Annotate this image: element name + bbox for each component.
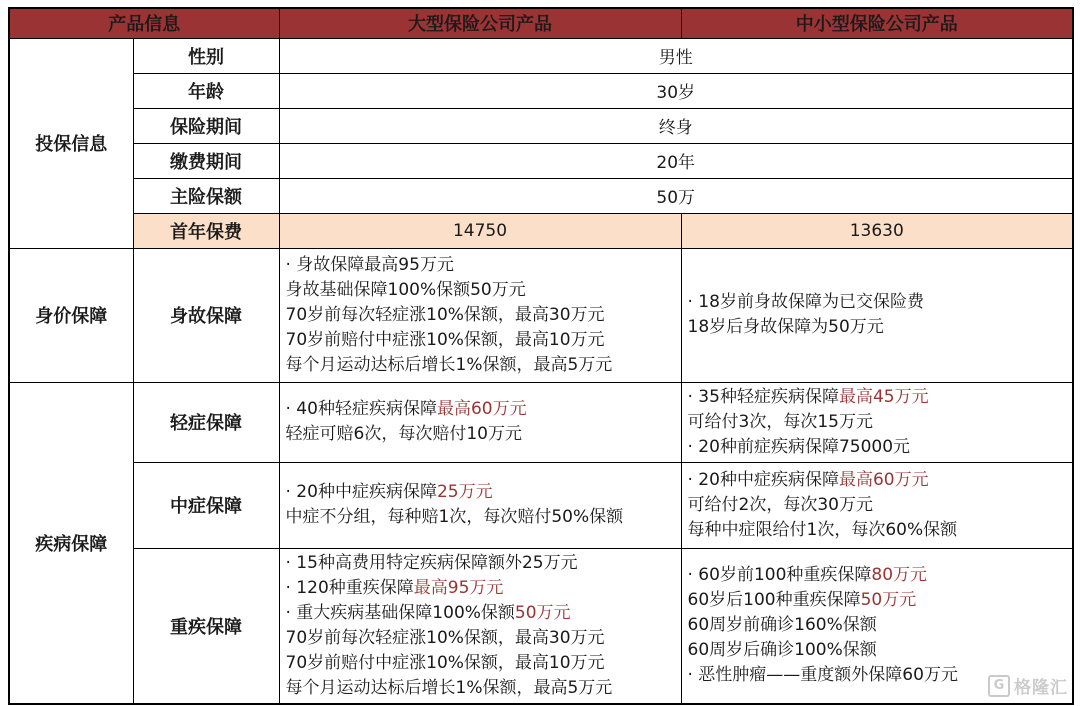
- gelonghui-logo-icon: G: [988, 675, 1010, 697]
- detail-line: 轻症可赔6次，每次赔付10万元: [285, 424, 522, 444]
- detail-line: · 18岁前身故保障为已交保险费: [687, 292, 924, 312]
- value-cell-small-company: 13630: [681, 213, 1073, 248]
- table-row: [9, 248, 1073, 382]
- value-cell-large-company: 14750: [279, 213, 681, 248]
- row-label-cell: 中症保障: [133, 462, 279, 548]
- detail-cell-small-company: [681, 462, 1073, 548]
- detail-line: · 120种重疾保障最高95万元: [285, 577, 504, 598]
- table-row: [9, 178, 1073, 213]
- detail-line: 60岁后100种重疾保障50万元: [687, 590, 917, 610]
- row-label-cell: 主险保额: [133, 178, 279, 213]
- detail-line: 身故基础保障100%保额50万元: [285, 279, 526, 300]
- merged-value-cell: 50万: [279, 178, 1073, 213]
- detail-line: 中症不分组，每种赔1次，每次赔付50%保额: [285, 507, 624, 527]
- table-row: [9, 108, 1073, 143]
- detail-cell-large-company: [279, 548, 681, 704]
- row-label-cell: 身故保障: [133, 248, 279, 382]
- detail-line: 可给付2次，每次30万元: [687, 494, 873, 515]
- table-row: [9, 548, 1073, 704]
- detail-line: 70岁前每次轻症涨10%保额，最高30万元: [285, 304, 605, 325]
- detail-line: 每种中症限给付1次，每次60%保额: [687, 519, 958, 540]
- group-cell: 身价保障: [9, 248, 133, 382]
- detail-cell-small-company: [681, 248, 1073, 382]
- detail-line: 70岁前赔付中症涨10%保额，最高10万元: [285, 329, 605, 350]
- detail-line: 60周岁前确诊160%保额: [687, 615, 877, 635]
- table-header: [9, 8, 1073, 38]
- detail-line: 70岁前赔付中症涨10%保额，最高10万元: [285, 652, 605, 673]
- row-label-cell: 性别: [133, 38, 279, 73]
- table-row: [9, 382, 1073, 462]
- table-row: [9, 143, 1073, 178]
- table-row: [9, 462, 1073, 548]
- detail-line: 18岁后身故保障为50万元: [687, 317, 884, 337]
- watermark-text: 格隆汇: [1014, 678, 1068, 698]
- detail-line: · 40种轻症疾病保障最高60万元: [285, 399, 527, 419]
- table-row: [9, 73, 1073, 108]
- table-row: [9, 213, 1073, 248]
- detail-line: · 35种轻症疾病保障最高45万元: [687, 386, 929, 407]
- row-label-cell: 保险期间: [133, 108, 279, 143]
- insurance-comparison-table: [8, 7, 1074, 705]
- row-label-cell: 缴费期间: [133, 143, 279, 178]
- detail-line: 可给付3次，每次15万元: [687, 411, 873, 432]
- detail-line: · 20种中症疾病保障25万元: [285, 482, 493, 502]
- table-row: [9, 38, 1073, 73]
- group-cell: 投保信息: [9, 38, 133, 248]
- detail-cell-large-company: [279, 248, 681, 382]
- detail-line: · 60岁前100种重疾保障80万元: [687, 565, 928, 585]
- detail-line: · 20种中症疾病保障最高60万元: [687, 469, 929, 490]
- group-cell: 疾病保障: [9, 382, 133, 704]
- detail-line: · 重大疾病基础保障100%保额50万元: [285, 602, 571, 623]
- detail-line: · 身故保障最高95万元: [285, 254, 454, 275]
- merged-value-cell: 20年: [279, 143, 1073, 178]
- table-body: [9, 38, 1073, 704]
- detail-line: 60周岁后确诊100%保额: [687, 640, 877, 660]
- detail-line: · 15种高费用特定疾病保障额外25万元: [285, 552, 578, 573]
- merged-value-cell: 男性: [279, 38, 1073, 73]
- merged-value-cell: 终身: [279, 108, 1073, 143]
- header-row: [9, 8, 1073, 38]
- detail-cell-large-company: [279, 462, 681, 548]
- detail-line: 每个月运动达标后增长1%保额，最高5万元: [285, 677, 613, 698]
- detail-line: · 恶性肿瘤——重度额外保障60万元: [687, 665, 958, 685]
- header-cell-product-info: 产品信息: [9, 8, 279, 38]
- merged-value-cell: 30岁: [279, 73, 1073, 108]
- detail-line: · 20种前症疾病保障75000元: [687, 436, 911, 457]
- detail-cell-small-company: [681, 382, 1073, 462]
- header-cell-large-company: 大型保险公司产品: [279, 8, 681, 38]
- row-label-cell: 轻症保障: [133, 382, 279, 462]
- row-label-cell: 首年保费: [133, 213, 279, 248]
- detail-cell-small-company: [681, 548, 1073, 704]
- detail-cell-large-company: [279, 382, 681, 462]
- detail-line: 每个月运动达标后增长1%保额，最高5万元: [285, 354, 613, 375]
- row-label-cell: 重疾保障: [133, 548, 279, 704]
- header-cell-small-company: 中小型保险公司产品: [681, 8, 1073, 38]
- row-label-cell: 年龄: [133, 73, 279, 108]
- detail-line: 70岁前每次轻症涨10%保额，最高30万元: [285, 627, 605, 648]
